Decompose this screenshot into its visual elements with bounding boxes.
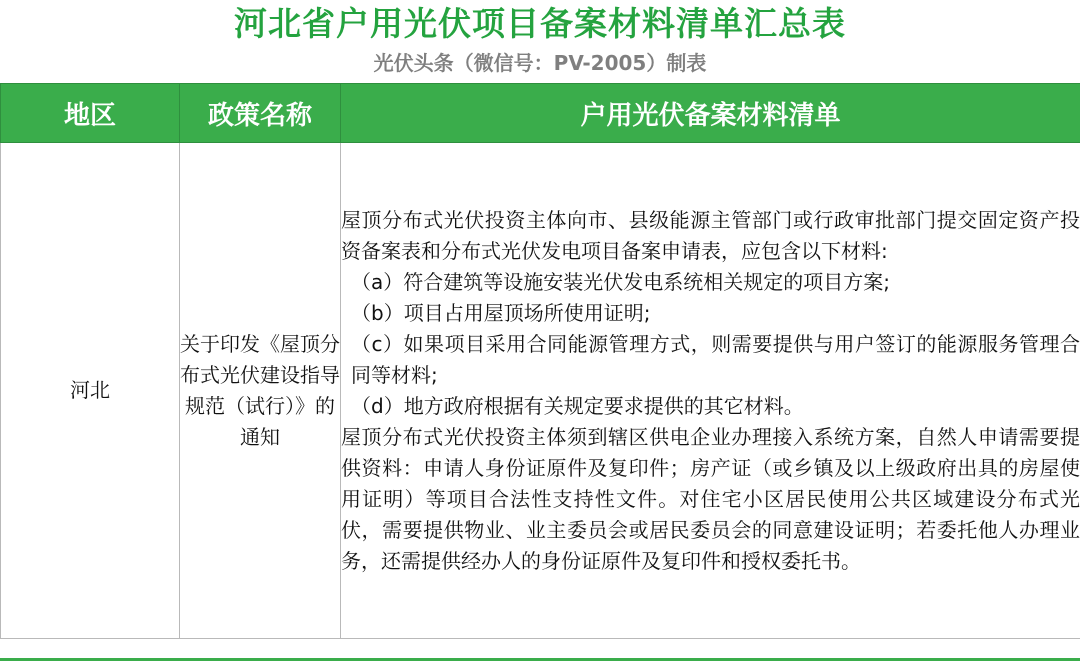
materials-item-b: （b）项目占用屋顶场所使用证明;	[351, 300, 651, 325]
materials-item-c: （c）如果项目采用合同能源管理方式，则需要提供与用户签订的能源服务管理合同等材料;	[351, 331, 1080, 387]
materials-outro: 屋顶分布式光伏投资主体须到辖区供电企业办理接入系统方案，自然人申请需要提供资料：申请人身份证原件及复印件；房产证（或乡镇及以上级政府出具的房屋使用证明）等项目合法性支持性文件。对住宅小区居民使用公共区域建设分布式光伏，需要提供物业、业主委员会或居民委员会的同意建设证明；若委托他人办理业务，还需提供经办人的身份证原件及复印件和授权委托书。	[341, 424, 1080, 573]
materials-cell	[341, 143, 1080, 639]
page-subtitle: 光伏头条（微信号：PV-2005）制表	[373, 51, 707, 75]
materials-table	[0, 83, 1080, 639]
table-row	[1, 143, 1080, 639]
table-header-row	[1, 84, 1080, 143]
region-cell: 河北	[1, 143, 180, 639]
column-header-region: 地区	[1, 84, 180, 143]
column-header-materials: 户用光伏备案材料清单	[341, 84, 1080, 143]
materials-item-a: （a）符合建筑等设施安装光伏发电系统相关规定的项目方案;	[351, 269, 890, 294]
materials-intro: 屋顶分布式光伏投资主体向市、县级能源主管部门或行政审批部门提交固定资产投资备案表和分布式光伏发电项目备案申请表，应包含以下材料:	[341, 207, 1080, 263]
materials-item-d: （d）地方政府根据有关规定要求提供的其它材料。	[351, 393, 804, 418]
page-title: 河北省户用光伏项目备案材料清单汇总表	[234, 4, 846, 43]
policy-cell: 关于印发《屋顶分布式光伏建设指导规范（试行）》的通知	[180, 143, 341, 639]
column-header-policy: 政策名称	[180, 84, 341, 143]
